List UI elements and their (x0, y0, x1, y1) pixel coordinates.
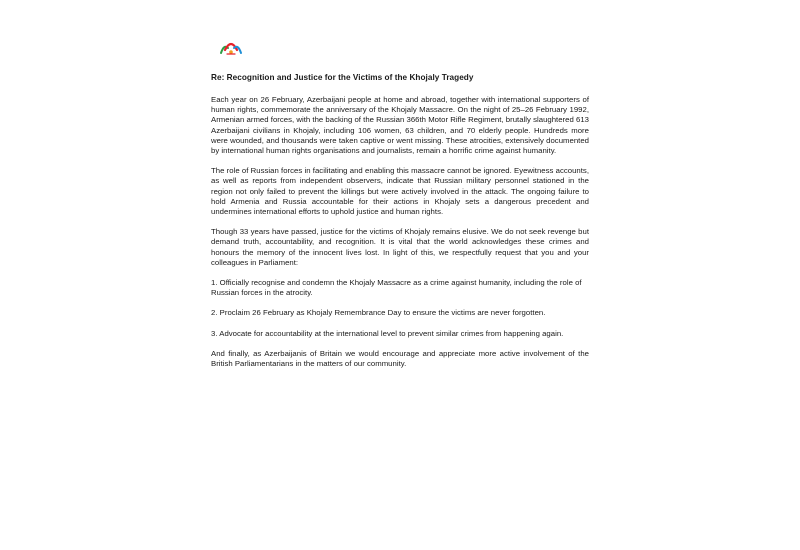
letter-body (211, 73, 589, 379)
paragraph-commemoration: Each year on 26 February, Azerbaijani people at home and abroad, together with international supporters of human rights, commemorate the anniversary of the Khojaly Massacre. On the night of 25–26 February 1992, Armenian armed forces, with the backing of the Russian 366th Motor Rifle Regiment, brutally slaughtered 613 Azerbaijani civilians in Khojaly, including 106 women, 63 children, and 70 elderly people. Hundreds more were wounded, and thousands were taken captive or went missing. These atrocities, extensively documented by international human rights organisations and journalists, remain a horrific crime against humanity. (211, 95, 589, 156)
paragraph-justice-request: Though 33 years have passed, justice for the victims of Khojaly remains elusive. We do not seek revenge but demand truth, accountability, and recognition. It is vital that the world acknowledges these crimes and honours the memory of the innocent lives lost. In light of this, we respectfully request that you and your colleagues in Parliament: (211, 227, 589, 267)
paragraph-russian-role: The role of Russian forces in facilitating and enabling this massacre cannot be ignored. Eyewitness accounts, as well as reports from independent observers, indicate that Russian military personnel stationed in the region not only failed to prevent the killings but were actively involved in the attack. The ongoing failure to hold Armenia and Russia accountable for their actions in Khojaly sets a dangerous precedent and undermines international efforts to uphold justice and human rights. (211, 166, 589, 217)
request-item-recognise: 1. Officially recognise and condemn the Khojaly Massacre as a crime against humanity, including the role of Russian forces in the atrocity. (211, 278, 582, 298)
request-item-accountability: 3. Advocate for accountability at the international level to prevent similar crimes from happening again. (211, 328, 564, 338)
request-item-remembrance-day: 2. Proclaim 26 February as Khojaly Remembrance Day to ensure the victims are never forgotten. (211, 308, 546, 318)
organisation-logo-icon (218, 38, 244, 56)
paragraph-closing: And finally, as Azerbaijanis of Britain we would encourage and appreciate more active involvement of the British Parliamentarians in the matters of our community. (211, 348, 589, 369)
letter-subject: Re: Recognition and Justice for the Victims of the Khojaly Tragedy (211, 73, 474, 82)
